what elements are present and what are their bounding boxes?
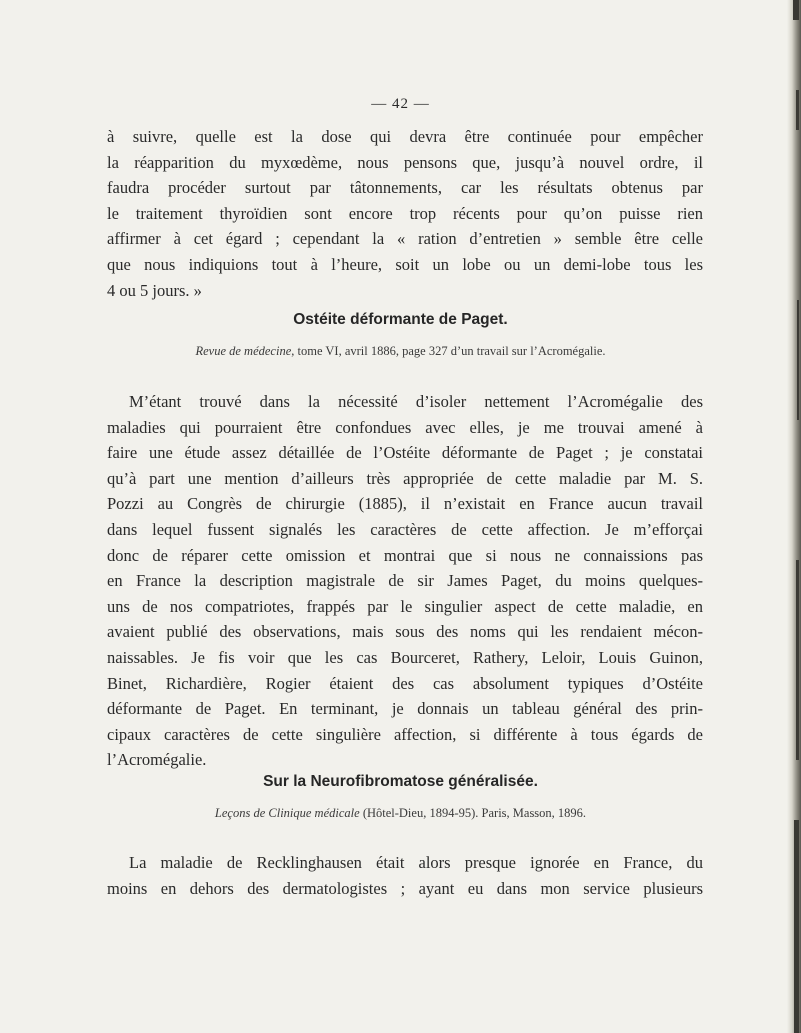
paget-paragraph	[107, 389, 703, 773]
text-line: la réapparition du myxœdème, nous pensons que, jusqu’à nouvel ordre, il	[107, 152, 703, 172]
text-line: 4 ou 5 jours. »	[107, 280, 202, 300]
source-details: (Hôtel-Dieu, 1894-95). Paris, Masson, 1896.	[359, 806, 587, 820]
text-line: qu’à part une mention d’ailleurs très appropriée de cette maladie par M. S.	[107, 468, 703, 488]
text-line: Pozzi au Congrès de chirurgie (1885), il n’existait en France aucun travail	[107, 494, 703, 514]
edge-mark	[796, 560, 799, 760]
text-line: uns de nos compatriotes, frappés par le singulier aspect de cette maladie, en	[107, 596, 703, 616]
text-line: dans lequel fussent signalés les caractères de cette affection. Je m’efforçai	[107, 519, 703, 539]
text-line: que nous indiquions tout à l’heure, soit un lobe ou un demi-lobe tous les	[107, 254, 703, 274]
section-title-paget: Ostéite déformante de Paget.	[293, 311, 508, 328]
edge-mark	[794, 820, 799, 1033]
text-line: en France la description magistrale de sir James Paget, du moins quelques-	[107, 571, 703, 591]
text-line: donc de réparer cette omission et montrai que si nous ne connaissions pas	[107, 545, 703, 565]
text-line: faudra procéder surtout par tâtonnements, car les résultats obtenus par	[107, 178, 703, 198]
text-line: naissables. Je fis voir que les cas Bourceret, Rathery, Leloir, Louis Guinon,	[107, 647, 703, 667]
intro-paragraph	[107, 124, 703, 303]
page-edge-shadow	[787, 0, 801, 1033]
text-line: l’Acromégalie.	[107, 750, 207, 770]
source-journal: Revue de médecine	[195, 344, 292, 358]
source-book: Leçons de Clinique médicale	[214, 806, 360, 820]
edge-mark	[793, 0, 799, 20]
text-line: moins en dehors des dermatologistes ; ayant eu dans mon service plusieurs	[107, 878, 703, 898]
text-line: avaient publié des observations, mais sous des noms qui les rendaient mécon-	[107, 622, 703, 642]
neuro-paragraph	[107, 850, 703, 901]
text-line: affirmer à cet égard ; cependant la « ration d’entretien » semble être celle	[107, 229, 703, 249]
source-details: , tome VI, avril 1886, page 327 d’un travail sur l’Acromégalie.	[291, 344, 606, 358]
text-line: maladies qui pourraient être confondues avec elles, je me trouvai amené à	[107, 417, 703, 437]
page-number: — 42 —	[371, 96, 430, 112]
text-line: Binet, Richardière, Rogier étaient des cas absolument typiques d’Ostéite	[107, 673, 703, 693]
text-line: déformante de Paget. En terminant, je donnais un tableau général des prin-	[107, 699, 703, 719]
text-line: La maladie de Recklinghausen était alors presque ignorée en France, du	[129, 853, 703, 872]
section-title-neurofibromatose: Sur la Neurofibromatose généralisée.	[263, 773, 538, 790]
text-line: cipaux caractères de cette singulière affection, si différente à tous égards de	[107, 724, 703, 744]
section-source-paget	[0, 344, 801, 359]
text-line: M’étant trouvé dans la nécessité d’isoler nettement l’Acromégalie des	[129, 392, 703, 411]
text-line: le traitement thyroïdien sont encore trop récents pour qu’on puisse rien	[107, 203, 703, 223]
text-line: faire une étude assez détaillée de l’Ostéite déformante de Paget ; je constatai	[107, 443, 703, 463]
text-line: à suivre, quelle est la dose qui devra être continuée pour empêcher	[107, 127, 703, 146]
section-source-neurofibromatose	[0, 806, 801, 821]
